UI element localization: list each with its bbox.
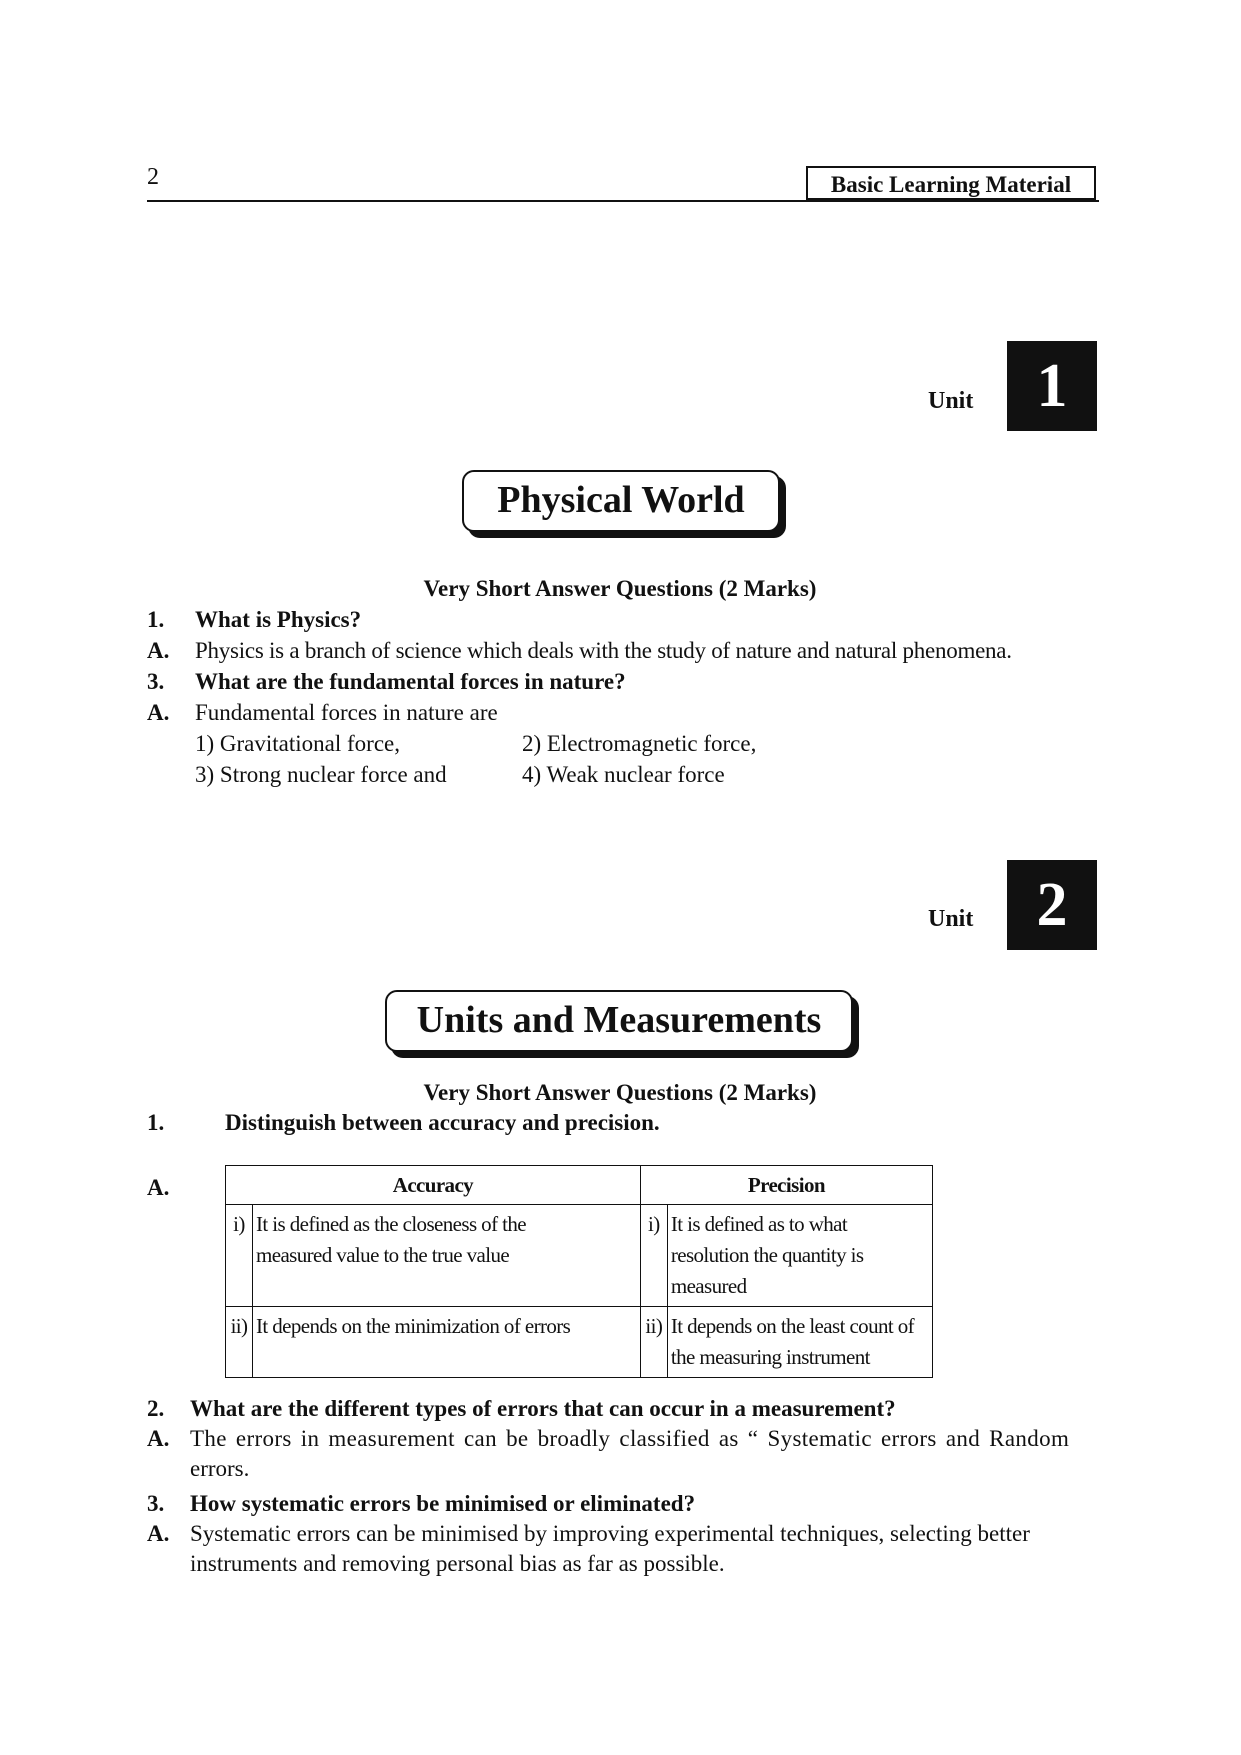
row-index: ii)	[640, 1307, 667, 1378]
unit-1-q3-question: What are the fundamental forces in nature?	[195, 669, 626, 694]
unit-1-q3-number: 3.	[147, 669, 165, 694]
unit-2-q3-question: How systematic errors be minimised or eliminated?	[190, 1491, 696, 1516]
unit-2-q3-number: 3.	[147, 1491, 165, 1516]
table-header-row	[226, 1166, 933, 1205]
row-index: i)	[640, 1205, 667, 1307]
row-index: ii)	[226, 1307, 253, 1378]
unit-2-a3-answer-line2: instruments and removing personal bias as far as possible.	[190, 1551, 725, 1576]
table-row	[226, 1307, 933, 1378]
unit-2-a2-label: A.	[147, 1426, 170, 1451]
force-item: 4) Weak nuclear force	[522, 762, 725, 787]
precision-cell	[667, 1307, 932, 1378]
page-number: 2	[147, 164, 159, 190]
accuracy-precision-table	[225, 1165, 933, 1378]
cell-line: the measuring instrument	[670, 1345, 870, 1369]
cell-line: It is defined as the closeness of the	[256, 1212, 526, 1236]
force-item: 2) Electromagnetic force,	[522, 731, 757, 756]
accuracy-cell	[253, 1307, 641, 1378]
unit-1-label: Unit	[928, 388, 974, 414]
unit-1-title: Physical World	[462, 470, 780, 532]
unit-2-section-heading: Very Short Answer Questions (2 Marks)	[423, 1080, 817, 1105]
unit-1-a3-label: A.	[147, 700, 170, 725]
unit-2-title: Units and Measurements	[385, 990, 853, 1052]
unit-2-q1-number: 1.	[147, 1110, 165, 1135]
unit-1-section-heading: Very Short Answer Questions (2 Marks)	[423, 576, 817, 601]
cell-line: It depends on the minimization of errors	[256, 1314, 571, 1338]
unit-1-a3-answer: Fundamental forces in nature are	[195, 700, 498, 725]
cell-line: resolution the quantity is	[670, 1243, 864, 1267]
book-title-box: Basic Learning Material	[806, 166, 1096, 200]
force-item: 3) Strong nuclear force and	[195, 762, 447, 787]
cell-line: It is defined as to what	[670, 1212, 848, 1236]
unit-2-a3-answer-line1: Systematic errors can be minimised by improving experimental techniques, selecting better	[190, 1521, 1030, 1546]
cell-line: measured	[670, 1274, 747, 1298]
table-row	[226, 1205, 933, 1307]
cell-line: measured value to the true value	[256, 1243, 510, 1267]
force-item: 1) Gravitational force,	[195, 731, 400, 756]
accuracy-cell	[253, 1205, 641, 1307]
table-header-accuracy: Accuracy	[226, 1166, 641, 1205]
unit-1-q1-question: What is Physics?	[195, 607, 362, 632]
header-rule	[147, 200, 1099, 202]
unit-2-number-box: 2	[1007, 860, 1097, 950]
row-index: i)	[226, 1205, 253, 1307]
unit-2-q2-number: 2.	[147, 1396, 165, 1421]
unit-1-a1-answer: Physics is a branch of science which deals with the study of nature and natural phenomena.	[195, 638, 1012, 663]
precision-cell	[667, 1205, 932, 1307]
unit-2-label: Unit	[928, 906, 974, 932]
unit-2-a2-answer-line2: errors.	[190, 1456, 250, 1481]
unit-2-q1-question: Distinguish between accuracy and precision.	[225, 1110, 660, 1135]
unit-1-q1-number: 1.	[147, 607, 165, 632]
cell-line: It depends on the least count of	[670, 1314, 915, 1338]
unit-2-q2-question: What are the different types of errors that can occur in a measurement?	[190, 1396, 896, 1421]
table-header-precision: Precision	[640, 1166, 932, 1205]
unit-2-a3-label: A.	[147, 1521, 170, 1546]
unit-2-a2-answer-line1: The errors in measurement can be broadly classified as “ Systematic errors and Random	[190, 1426, 1070, 1451]
unit-1-number-box: 1	[1007, 341, 1097, 431]
unit-2-a1-label: A.	[147, 1175, 170, 1200]
unit-1-a1-label: A.	[147, 638, 170, 663]
